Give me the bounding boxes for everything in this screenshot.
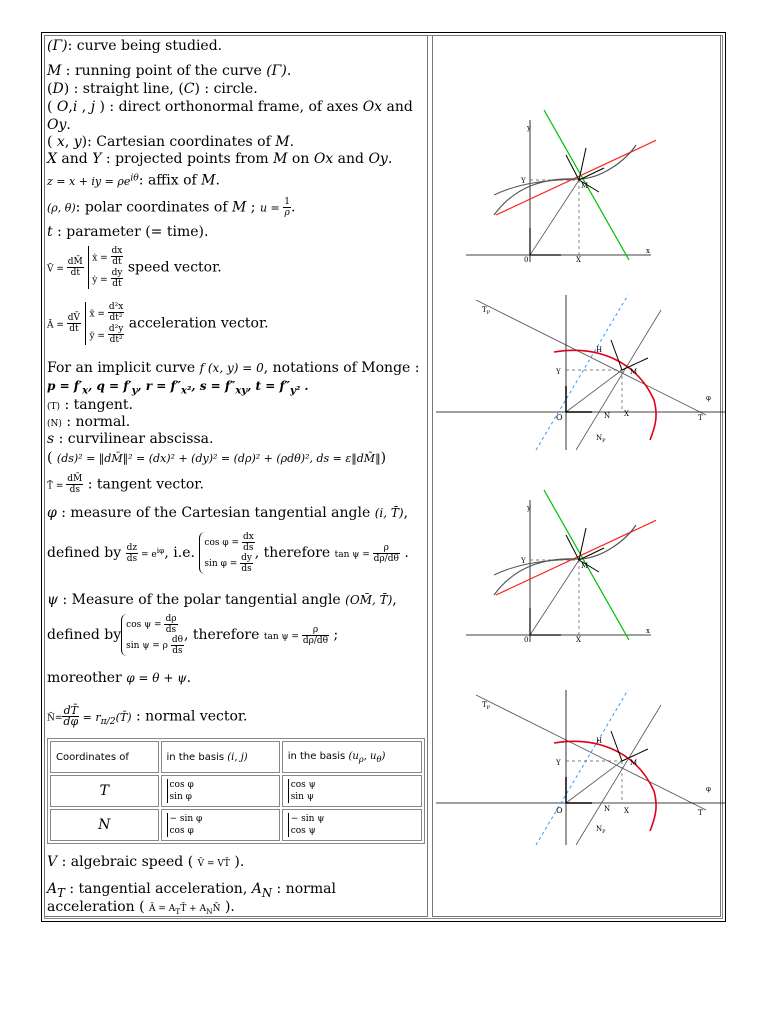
curve-branch (494, 559, 576, 575)
H-label: H (596, 737, 603, 745)
x-label: x (646, 247, 650, 255)
Y-label: Y (521, 557, 526, 565)
line-phi: φ : measure of the Cartesian tangential angle (i, T̄), (47, 505, 409, 521)
M-label: M (581, 562, 589, 570)
figure-cartesian-1 (436, 100, 656, 275)
table-cell: − sin ψ cos ψ (282, 809, 422, 841)
line-d-c: (D) : straight line, (C) : circle. (47, 81, 258, 97)
line-phi-def: defined by $\frac{dz}{ds}$ = $e^{i\varphi}$, i.e. cos φ = $\frac{dx}{ds}$ sin φ = $\frac{dy}{ds}$ , therefore tan ψ = $\frac{\rho}{d\rho/d\theta}$ . (47, 532, 409, 574)
normal-line (576, 705, 661, 845)
table-header-row (50, 741, 422, 773)
X-label: X (576, 636, 581, 644)
origin-label: 0 (524, 256, 529, 264)
table-row (50, 809, 422, 841)
line-speed: V̄ = $\frac{dM̄}{dt}$ ẋ = $\frac{dx}{dt}$ ẏ = $\frac{dy}{dt}$ speed vector. (47, 246, 222, 289)
line-AT: $A_T$ : tangential acceleration, $A_N$ : normal (47, 881, 336, 900)
line-tangent-vector: T̄ = $\frac{dM̄}{ds}$ : tangent vector. (47, 474, 204, 495)
polar-radius-line (536, 690, 628, 845)
line-XY: X and Y : projected points from M on Ox and Oy. (47, 151, 393, 167)
Y-label: Y (556, 368, 561, 376)
vector-utheta (611, 340, 622, 370)
N-label: N (604, 412, 611, 420)
tangent-line (476, 695, 706, 810)
Np-label: $N_P$ (596, 825, 606, 835)
table-vector-cell: N (50, 809, 159, 841)
H-label: H (596, 346, 603, 354)
N-label: N (604, 805, 611, 813)
table-cell: cos φ sin φ (161, 775, 280, 807)
table-cell: − sin φ cos φ (161, 809, 280, 841)
normal-line (576, 310, 661, 450)
M-label: M (581, 182, 589, 190)
M-label: M (630, 759, 638, 767)
line-moreother: moreother φ = θ + ψ. (47, 670, 192, 686)
origin-label: O (556, 806, 563, 815)
line-m: M : running point of the curve (Γ). (47, 63, 292, 79)
red-curve (554, 741, 656, 831)
line-affix: z = x + iy = $\rho e^{i\theta}$: affix of M. (47, 172, 220, 189)
X-label: X (624, 410, 629, 418)
figure-polar-2 (436, 685, 726, 855)
line-tangent: (T) : tangent. (47, 397, 133, 413)
line-psi-def: defined bycos ψ = $\frac{d\rho}{ds}$ sin ψ = ρ $\frac{d\theta}{ds}$ , therefore tan ψ = $\frac{\rho}{d\rho/d\theta}$ ; (47, 614, 339, 656)
y-label: y (527, 504, 531, 512)
Tp-label: $T_P$ (482, 701, 491, 711)
y-label: y (527, 124, 531, 132)
table-row (50, 775, 422, 807)
T-label: T (698, 809, 703, 817)
line-accel: Ā = $\frac{dV̄}{dt}$ ẍ = $\frac{\text{d²x}}{\text{dt²}}$ ÿ = $\frac{\text{d²y}}{\text{dt²}}$ acceleration vector. (47, 302, 269, 345)
line-polar: (ρ, θ): polar coordinates of M ; u = $\frac{1}{\rho}$ . (47, 197, 296, 218)
om-segment (566, 761, 622, 803)
line-monge-formula: $p = f'_x$, $q = f'_y$, $r = f''_{x^2}$, $s = f''_{xy}$, $t = f''_{y^2}$ . (47, 379, 309, 397)
line-xy: ( x, y): Cartesian coordinates of M. (47, 134, 295, 150)
line-implicit: For an implicit curve f (x, y) = 0, notations of Monge : (47, 360, 420, 376)
line-normal: (N) : normal. (47, 414, 131, 430)
M-label: M (630, 368, 638, 376)
coordinates-table (47, 738, 425, 844)
line-oy: Oy. (47, 117, 71, 133)
om-segment (530, 560, 579, 635)
red-curve (554, 350, 656, 440)
line-ds: ( (ds)² = ‖dM̄‖² = (dx)² + (dy)² = (dρ)² + (ρdθ)², ds = ε‖dM̄‖) (47, 450, 387, 466)
Tp-label: $T_P$ (482, 306, 491, 316)
Y-label: Y (521, 177, 526, 185)
figure-polar-1 (436, 290, 726, 460)
om-segment (530, 180, 579, 255)
line-frame: ( O,i , j ) : direct orthonormal frame, of axes Ox and (47, 99, 413, 115)
phi-label: φ (706, 394, 711, 402)
line-t: t : parameter (= time). (47, 224, 209, 240)
Y-label: Y (556, 759, 561, 767)
polar-radius-line (536, 295, 628, 450)
X-label: X (624, 807, 629, 815)
line-acc: acceleration ( Ā = $A_TT̄$ + $A_NN̄$ ). (47, 899, 235, 916)
line-V: V : algebraic speed ( V̄ = VT̄ ). (47, 854, 245, 870)
figure-cartesian-2 (436, 480, 656, 655)
table-header-cell: Coordinates of (50, 741, 159, 773)
vector-utheta (611, 731, 622, 761)
tangent-line (476, 300, 706, 415)
table-vector-cell: T (50, 775, 159, 807)
om-segment (566, 370, 622, 412)
Np-label: $N_P$ (596, 434, 606, 444)
curve-branch (494, 179, 576, 195)
x-label: x (646, 627, 650, 635)
line-s: s : curvilinear abscissa. (47, 431, 214, 447)
T-label: T (698, 414, 703, 422)
line-gamma: (Γ): curve being studied. (47, 38, 223, 54)
line-normal-vector: N̄= $\frac{dT̄}{d\varphi}$ = $r_{\pi/2}(T̄)$ : normal vector. (47, 704, 248, 728)
origin-label: 0 (524, 636, 529, 644)
line-psi: ψ : Measure of the polar tangential angle (OM̄, T̄), (47, 592, 397, 608)
table-header-cell: in the basis (i, j) (161, 741, 280, 773)
table-cell: cos ψ sin ψ (282, 775, 422, 807)
phi-label: φ (706, 785, 711, 793)
table-header-cell: in the basis ($u_\rho$, $u_\theta$) (282, 741, 422, 773)
origin-label: O (556, 413, 563, 422)
X-label: X (576, 256, 581, 264)
